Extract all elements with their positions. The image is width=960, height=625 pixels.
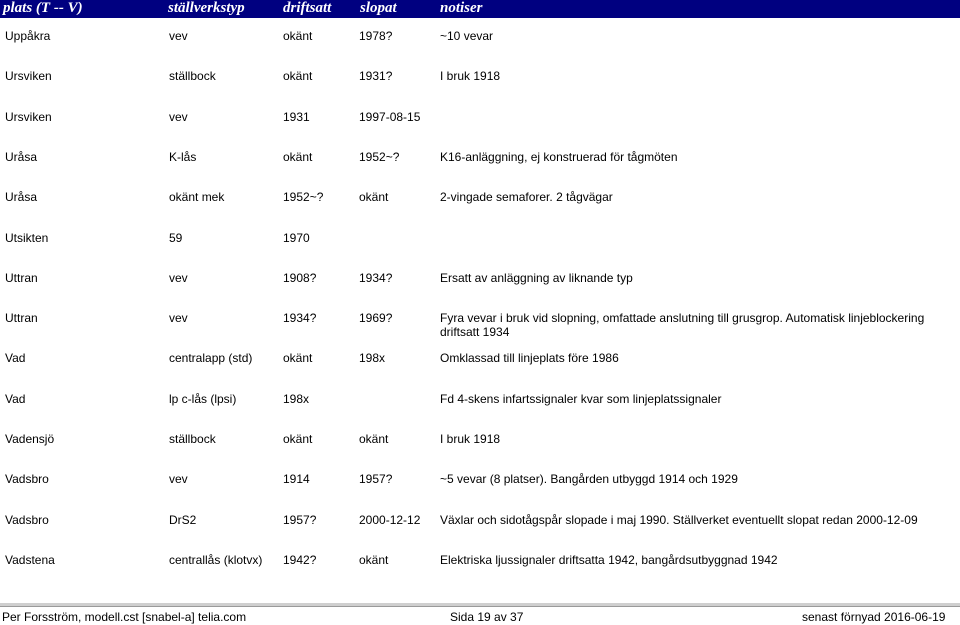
cell-notis: Ersatt av anläggning av liknande typ [440,270,633,285]
cell-driftsatt: okänt [283,69,313,84]
cell-stallverkstyp: okänt mek [169,190,225,205]
cell-notis: Växlar och sidotågspår slopade i maj 1990. Ställverket eventuellt slopat redan 2000-12-09 [440,512,918,527]
footer-page-number: Sida 19 av 37 [450,610,524,624]
cell-slopat: 1969? [359,311,393,326]
cell-slopat: 1934? [359,270,393,285]
cell-plats: Utsikten [5,230,49,245]
cell-driftsatt: 198x [283,391,310,406]
footer-updated: senast förnyad 2016-06-19 [802,610,946,624]
cell-notis: Omklassad till linjeplats före 1986 [440,351,619,366]
cell-stallverkstyp: ställbock [169,432,216,446]
cell-driftsatt: okänt [283,351,313,366]
header-driftsatt: driftsatt [283,0,332,16]
cell-notis: 2-vingade semaforer. 2 tågvägar [440,190,613,205]
cell-slopat: okänt [359,552,389,567]
cell-plats: Vadsbro [5,512,49,527]
cell-slopat: 1957? [359,472,393,487]
cell-driftsatt: okänt [283,432,313,446]
cell-driftsatt: 1952~? [283,190,324,205]
header-plats: plats (T -- V) [3,0,83,16]
cell-notis: Elektriska ljussignaler driftsatta 1942, bangårdsutbyggnad 1942 [440,552,778,567]
cell-driftsatt: 1931 [283,109,310,124]
cell-stallverkstyp: vev [169,311,188,326]
cell-plats: Ursviken [5,69,52,84]
cell-driftsatt: 1957? [283,512,317,527]
cell-notis: I bruk 1918 [440,432,501,446]
cell-stallverkstyp: vev [169,270,188,285]
cell-plats: Uppåkra [5,29,51,43]
cell-plats: Uttran [5,311,38,326]
cell-stallverkstyp: K-lås [169,149,197,164]
header-stallverkstyp: ställverkstyp [168,0,245,16]
table-header [0,0,960,18]
cell-plats: Vadstena [5,552,55,567]
cell-slopat: okänt [359,190,389,205]
cell-driftsatt: 1970 [283,230,310,245]
cell-plats: Uttran [5,270,38,285]
footer-author: Per Forsström, modell.cst [snabel-a] telia.com [2,610,247,624]
cell-notis: Fd 4-skens infartssignaler kvar som linjeplatssignaler [440,391,722,406]
cell-driftsatt: okänt [283,149,313,164]
cell-notis: ~10 vevar [440,29,494,43]
cell-slopat: 1978? [359,29,393,43]
cell-stallverkstyp: centrallås (klotvx) [169,552,263,567]
cell-plats: Uråsa [5,149,38,164]
cell-notis: ~5 vevar (8 platser). Bangården utbyggd 1914 och 1929 [440,472,738,487]
cell-driftsatt: 1914 [283,472,310,487]
cell-stallverkstyp: ställbock [169,69,216,84]
cell-plats: Vadensjö [5,432,55,446]
cell-slopat: 1997-08-15 [359,109,421,124]
cell-stallverkstyp: DrS2 [169,512,197,527]
cell-slopat: 198x [359,351,386,366]
header-notiser: notiser [440,0,483,16]
cell-stallverkstyp: centralapp (std) [169,351,253,366]
cell-plats: Vadsbro [5,472,49,487]
cell-stallverkstyp: vev [169,29,188,43]
cell-driftsatt: 1908? [283,270,317,285]
cell-slopat: okänt [359,432,389,446]
cell-slopat: 1952~? [359,149,400,164]
cell-notis: Fyra vevar i bruk vid slopning, omfattade anslutning till grusgrop. Automatisk linjeblockering driftsatt 1934 [440,311,925,340]
cell-driftsatt: okänt [283,29,313,43]
cell-stallverkstyp: vev [169,472,188,487]
cell-stallverkstyp: vev [169,109,188,124]
cell-notis: I bruk 1918 [440,69,501,84]
cell-plats: Ursviken [5,109,52,124]
cell-plats: Vad [5,351,26,366]
cell-driftsatt: 1942? [283,552,317,567]
cell-slopat: 1931? [359,69,393,84]
cell-driftsatt: 1934? [283,311,317,326]
cell-plats: Uråsa [5,190,38,205]
footer-divider-shadow [0,606,960,607]
cell-plats: Vad [5,391,26,406]
cell-stallverkstyp: 59 [169,230,183,245]
cell-slopat: 2000-12-12 [359,512,421,527]
cell-notis: K16-anläggning, ej konstruerad för tågmöten [440,149,678,164]
cell-stallverkstyp: lp c-lås (lpsi) [169,391,237,406]
header-slopat: slopat [360,0,397,16]
